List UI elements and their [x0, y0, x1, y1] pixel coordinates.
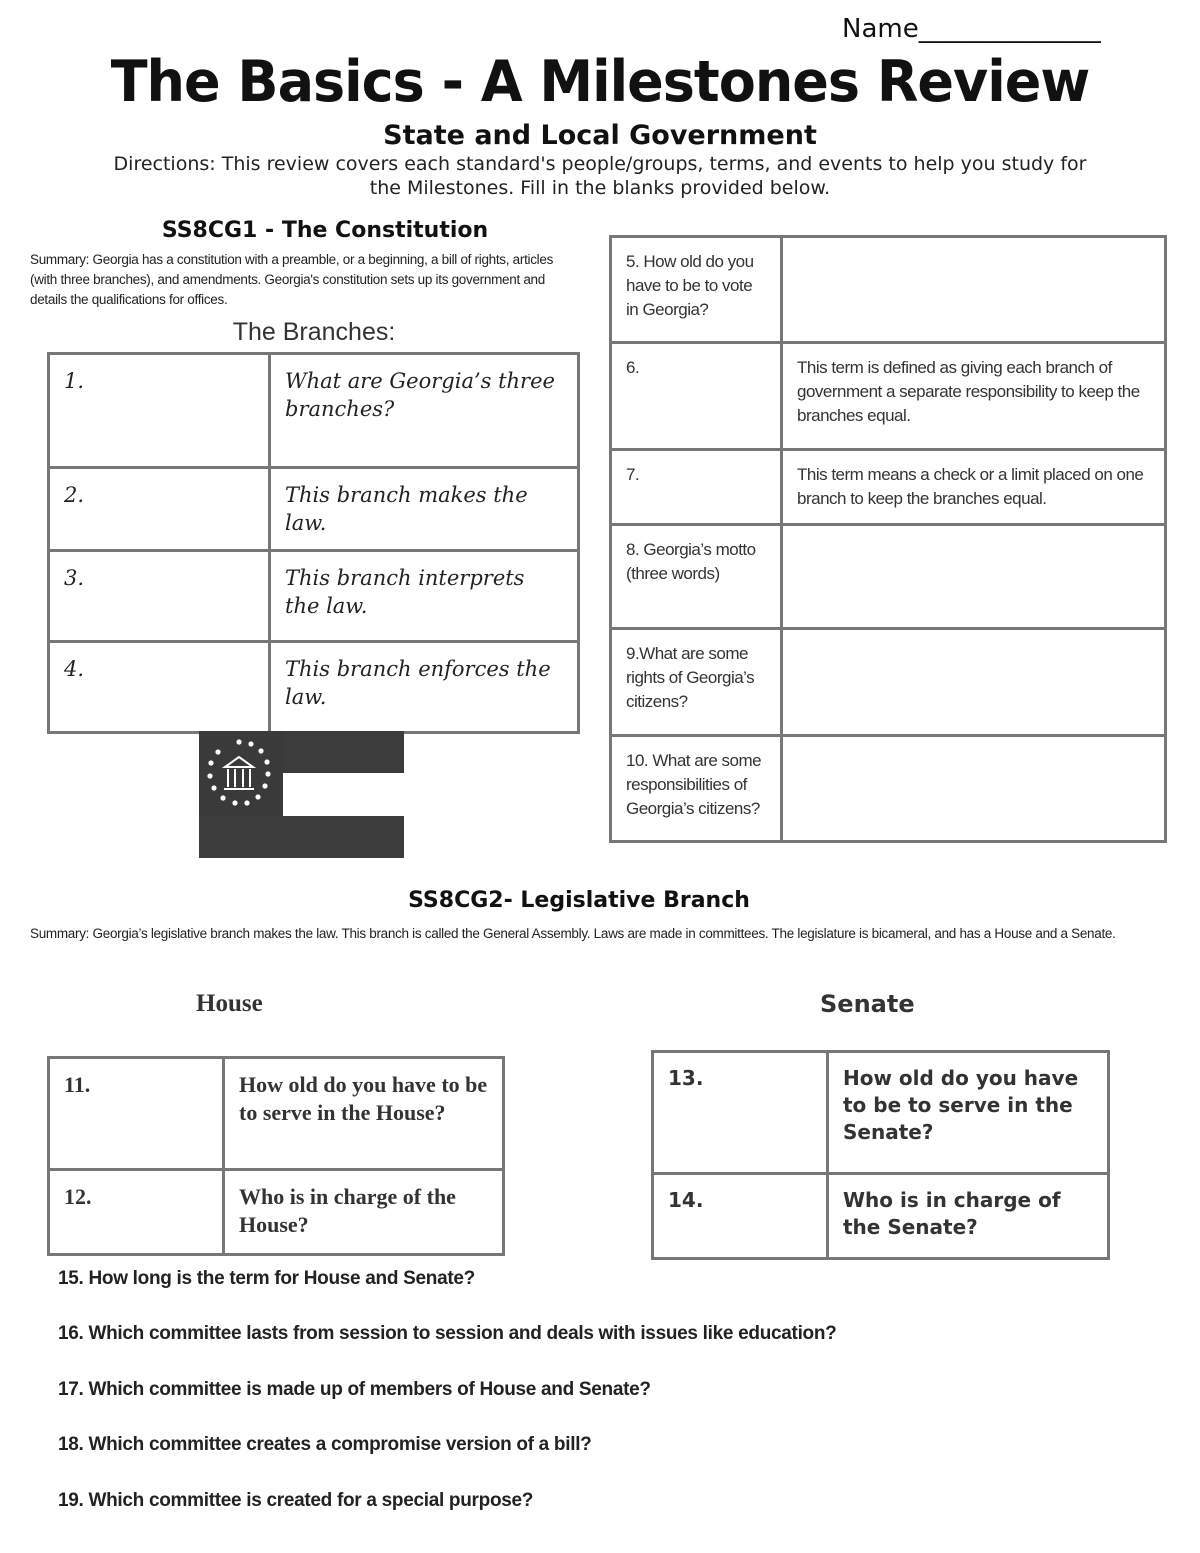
house-table	[47, 1056, 505, 1256]
name-field-label: Name______________	[842, 14, 1101, 44]
senate-prompt-cell: Who is in charge of the Senate?	[828, 1174, 1109, 1259]
row-number: 1.	[64, 369, 85, 393]
senate-prompt-cell: How old do you have to be to serve in the Senate?	[828, 1052, 1109, 1174]
term-answer-cell[interactable]	[782, 237, 1166, 343]
table-row	[611, 629, 1166, 736]
term-answer-cell[interactable]: 6.	[611, 343, 782, 450]
branch-prompt-cell: This branch enforces the law.	[270, 642, 579, 733]
term-answer-cell[interactable]	[782, 736, 1166, 842]
flag-stripe-bottom	[199, 816, 404, 858]
house-answer-cell[interactable]	[49, 1058, 224, 1170]
question-15: 15. How long is the term for House and Senate?	[58, 1268, 475, 1289]
row-number: 11.	[64, 1072, 91, 1097]
term-answer-cell[interactable]	[782, 629, 1166, 736]
term-answer-cell[interactable]: 7.	[611, 450, 782, 525]
section-heading-ss8cg2: SS8CG2- Legislative Branch	[408, 888, 750, 913]
branch-prompt-cell: What are Georgia’s three branches?	[270, 354, 579, 468]
question-18: 18. Which committee creates a compromise version of a bill?	[58, 1434, 592, 1455]
senate-table	[651, 1050, 1110, 1260]
row-number: 3.	[64, 566, 85, 590]
table-row	[49, 354, 579, 468]
row-number: 14.	[668, 1188, 704, 1212]
table-row	[49, 1170, 504, 1255]
table-row	[611, 736, 1166, 842]
term-label-cell: 5. How old do you have to be to vote in Georgia?	[611, 237, 782, 343]
branch-answer-cell[interactable]	[49, 354, 270, 468]
summary-ss8cg2: Summary: Georgia’s legislative branch makes the law. This branch is called the General Assembly. Laws are made in committees. The legislature is bicameral, and has a House and a Senate.	[30, 926, 1116, 941]
summary-ss8cg1: Summary: Georgia has a constitution with a preamble, or a beginning, a bill of rights, articles (with three branches), and amendments. Georgia's constitution sets up its government and details the qualifications for offices.	[30, 252, 554, 307]
branch-answer-cell[interactable]	[49, 551, 270, 642]
row-number: 4.	[64, 657, 85, 681]
row-number: 13.	[668, 1066, 704, 1090]
term-label-cell: 8. Georgia’s motto (three words)	[611, 525, 782, 629]
senate-label: Senate	[820, 990, 915, 1018]
terms-table	[609, 235, 1167, 843]
question-19: 19. Which committee is created for a special purpose?	[58, 1490, 534, 1511]
house-prompt-cell: Who is in charge of the House?	[224, 1170, 504, 1255]
term-label-cell: 9.What are some rights of Georgia’s citizens?	[611, 629, 782, 736]
directions-text: Directions: This review covers each standard's people/groups, terms, and events to help you study for the Milestones. Fill in the blanks provided below.	[113, 153, 1087, 199]
senate-answer-cell[interactable]	[653, 1174, 828, 1259]
section-heading-ss8cg1: SS8CG1 - The Constitution	[161, 218, 489, 243]
branch-answer-cell[interactable]	[49, 468, 270, 551]
table-row	[49, 1058, 504, 1170]
page-subtitle: State and Local Government	[383, 120, 817, 151]
page-title: The Basics - A Milestones Review	[110, 48, 1090, 115]
branches-label: The Branches:	[232, 318, 396, 346]
term-answer-cell[interactable]	[782, 525, 1166, 629]
table-row	[49, 642, 579, 733]
question-16: 16. Which committee lasts from session to session and deals with issues like education?	[58, 1323, 837, 1344]
table-row	[611, 237, 1166, 343]
house-answer-cell[interactable]	[49, 1170, 224, 1255]
senate-answer-cell[interactable]	[653, 1052, 828, 1174]
table-row	[611, 343, 1166, 450]
table-row	[611, 450, 1166, 525]
georgia-flag-image	[199, 731, 404, 858]
house-label: House	[196, 990, 263, 1017]
branch-answer-cell[interactable]	[49, 642, 270, 733]
table-row	[611, 525, 1166, 629]
branch-prompt-cell: This branch interprets the law.	[270, 551, 579, 642]
row-number: 2.	[64, 483, 85, 507]
term-prompt-cell: This term is defined as giving each branch of government a separate responsibility to keep the branches equal.	[782, 343, 1166, 450]
house-prompt-cell: How old do you have to be to serve in the House?	[224, 1058, 504, 1170]
term-label-cell: 10. What are some responsibilities of Georgia’s citizens?	[611, 736, 782, 842]
row-number: 12.	[64, 1184, 92, 1209]
branch-prompt-cell: This branch makes the law.	[270, 468, 579, 551]
table-row	[49, 468, 579, 551]
question-17: 17. Which committee is made up of members of House and Senate?	[58, 1379, 651, 1400]
table-row	[49, 551, 579, 642]
table-row	[653, 1174, 1109, 1259]
branches-table	[47, 352, 580, 734]
term-prompt-cell: This term means a check or a limit placed on one branch to keep the branches equal.	[782, 450, 1166, 525]
table-row	[653, 1052, 1109, 1174]
